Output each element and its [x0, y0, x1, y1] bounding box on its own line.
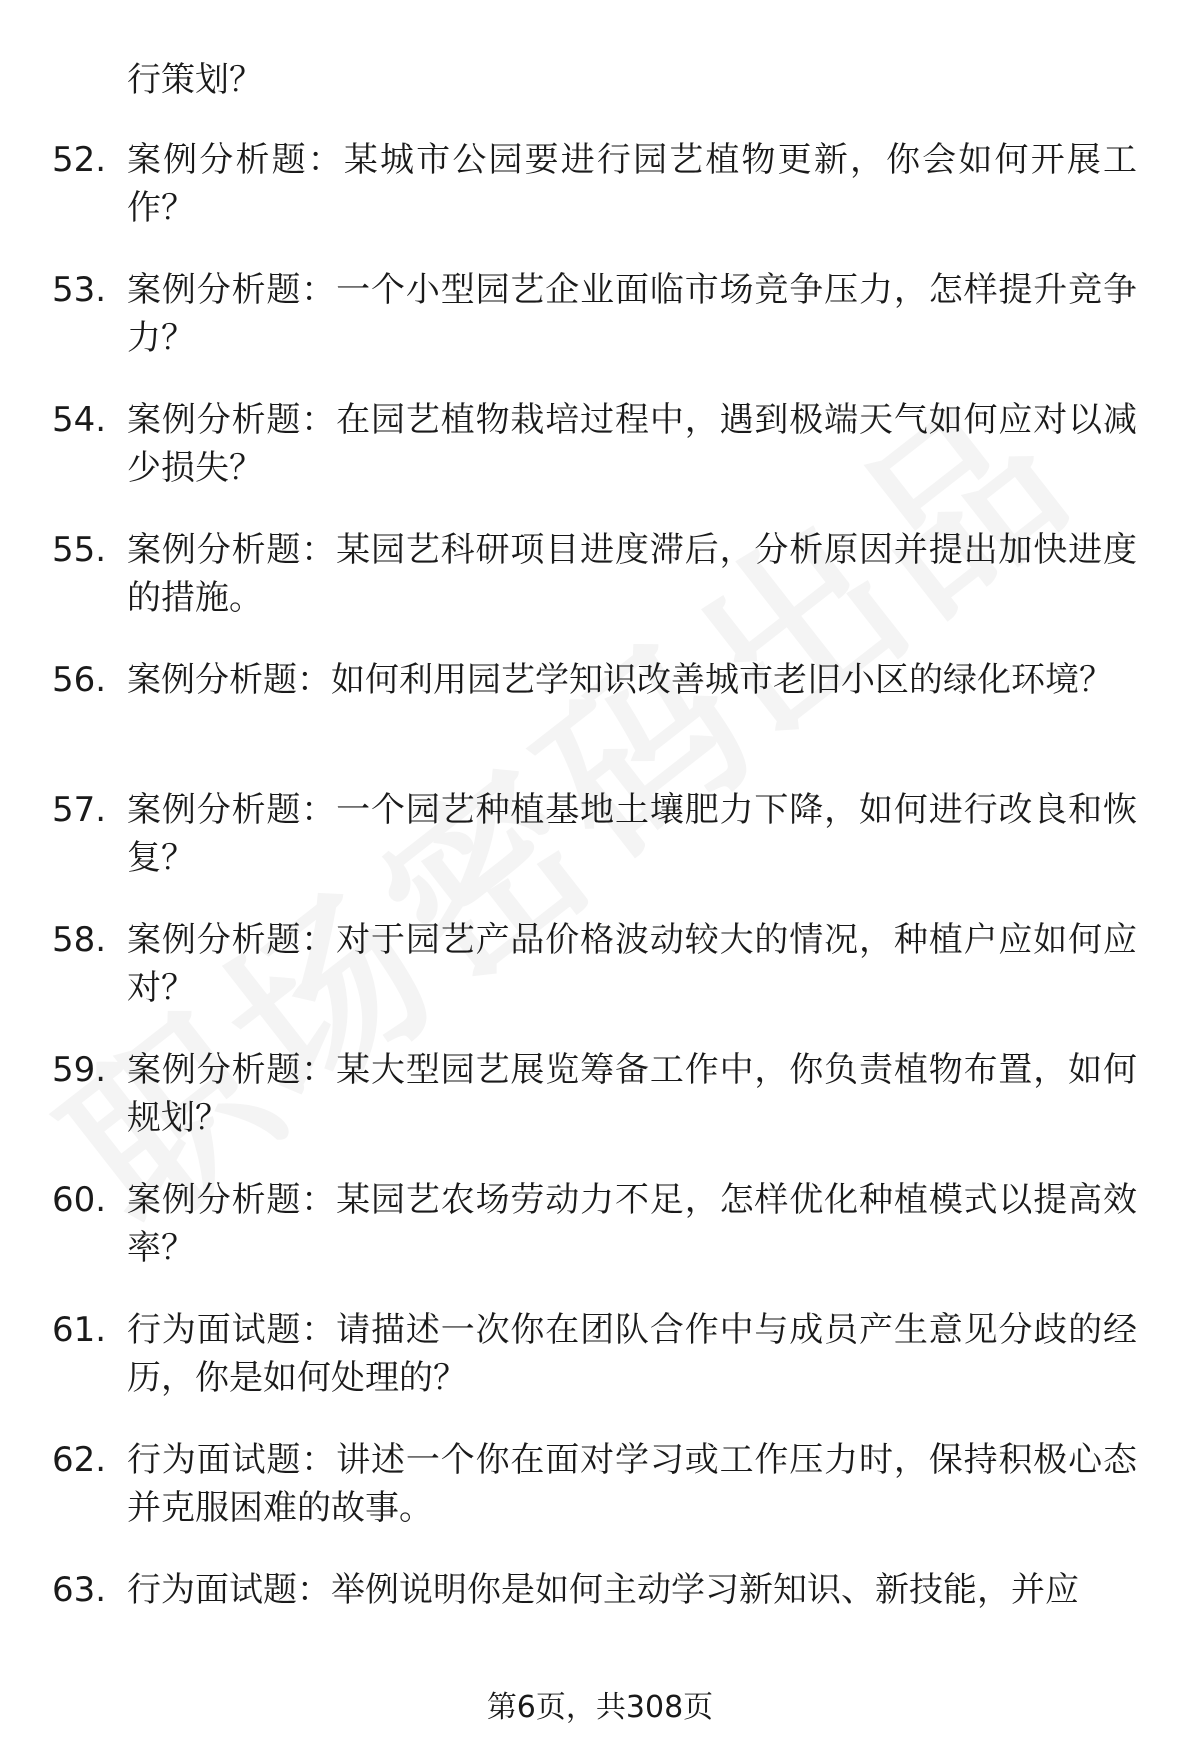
- question-text: 案例分析题：在园艺植物栽培过程中，遇到极端天气如何应对以减少损失？: [127, 400, 1137, 488]
- question-number: 55.: [52, 530, 107, 570]
- question-item: [0, 786, 1200, 916]
- question-item: [0, 396, 1200, 526]
- question-number: 63.: [52, 1570, 107, 1610]
- question-text: 行为面试题：讲述一个你在面对学习或工作压力时，保持积极心态并克服困难的故事。: [127, 1440, 1137, 1528]
- question-text: 案例分析题：对于园艺产品价格波动较大的情况，种植户应如何应对？: [127, 920, 1137, 1008]
- question-item: [0, 1046, 1200, 1176]
- question-text: 案例分析题：某园艺农场劳动力不足，怎样优化种植模式以提高效率？: [127, 1180, 1137, 1268]
- question-item: [0, 1436, 1200, 1566]
- question-number: 62.: [52, 1440, 107, 1480]
- question-list: [0, 136, 1200, 1696]
- question-text: 案例分析题：某大型园艺展览筹备工作中，你负责植物布置，如何规划？: [127, 1050, 1137, 1138]
- question-text: 案例分析题：一个园艺种植基地土壤肥力下降，如何进行改良和恢复？: [127, 790, 1137, 878]
- question-text: 案例分析题：一个小型园艺企业面临市场竞争压力，怎样提升竞争力？: [127, 270, 1137, 358]
- question-item: [0, 656, 1200, 786]
- question-number: 57.: [52, 790, 107, 830]
- question-item: [0, 136, 1200, 266]
- question-item: [0, 1176, 1200, 1306]
- question-number: 53.: [52, 270, 107, 310]
- question-text: 案例分析题：某园艺科研项目进度滞后，分析原因并提出加快进度的措施。: [127, 530, 1137, 618]
- question-item: [0, 1566, 1200, 1696]
- question-text: 行为面试题：请描述一次你在团队合作中与成员产生意见分歧的经历，你是如何处理的？: [127, 1310, 1137, 1398]
- question-number: 54.: [52, 400, 107, 440]
- question-text: 案例分析题：如何利用园艺学知识改善城市老旧小区的绿化环境？: [127, 660, 1113, 700]
- question-number: 58.: [52, 920, 107, 960]
- question-number: 52.: [52, 140, 107, 180]
- question-number: 56.: [52, 660, 107, 700]
- question-item: [0, 266, 1200, 396]
- question-item: [0, 1306, 1200, 1436]
- question-text: 案例分析题：某城市公园要进行园艺植物更新，你会如何开展工作？: [127, 140, 1137, 228]
- question-item: [0, 526, 1200, 656]
- question-text: 行为面试题：举例说明你是如何主动学习新知识、新技能，并应: [127, 1570, 1079, 1610]
- page-footer: 第6页，共308页: [486, 1690, 714, 1725]
- continuation-text: 行策划？: [127, 60, 263, 100]
- question-number: 60.: [52, 1180, 107, 1220]
- question-number: 61.: [52, 1310, 107, 1350]
- question-item: [0, 916, 1200, 1046]
- question-number: 59.: [52, 1050, 107, 1090]
